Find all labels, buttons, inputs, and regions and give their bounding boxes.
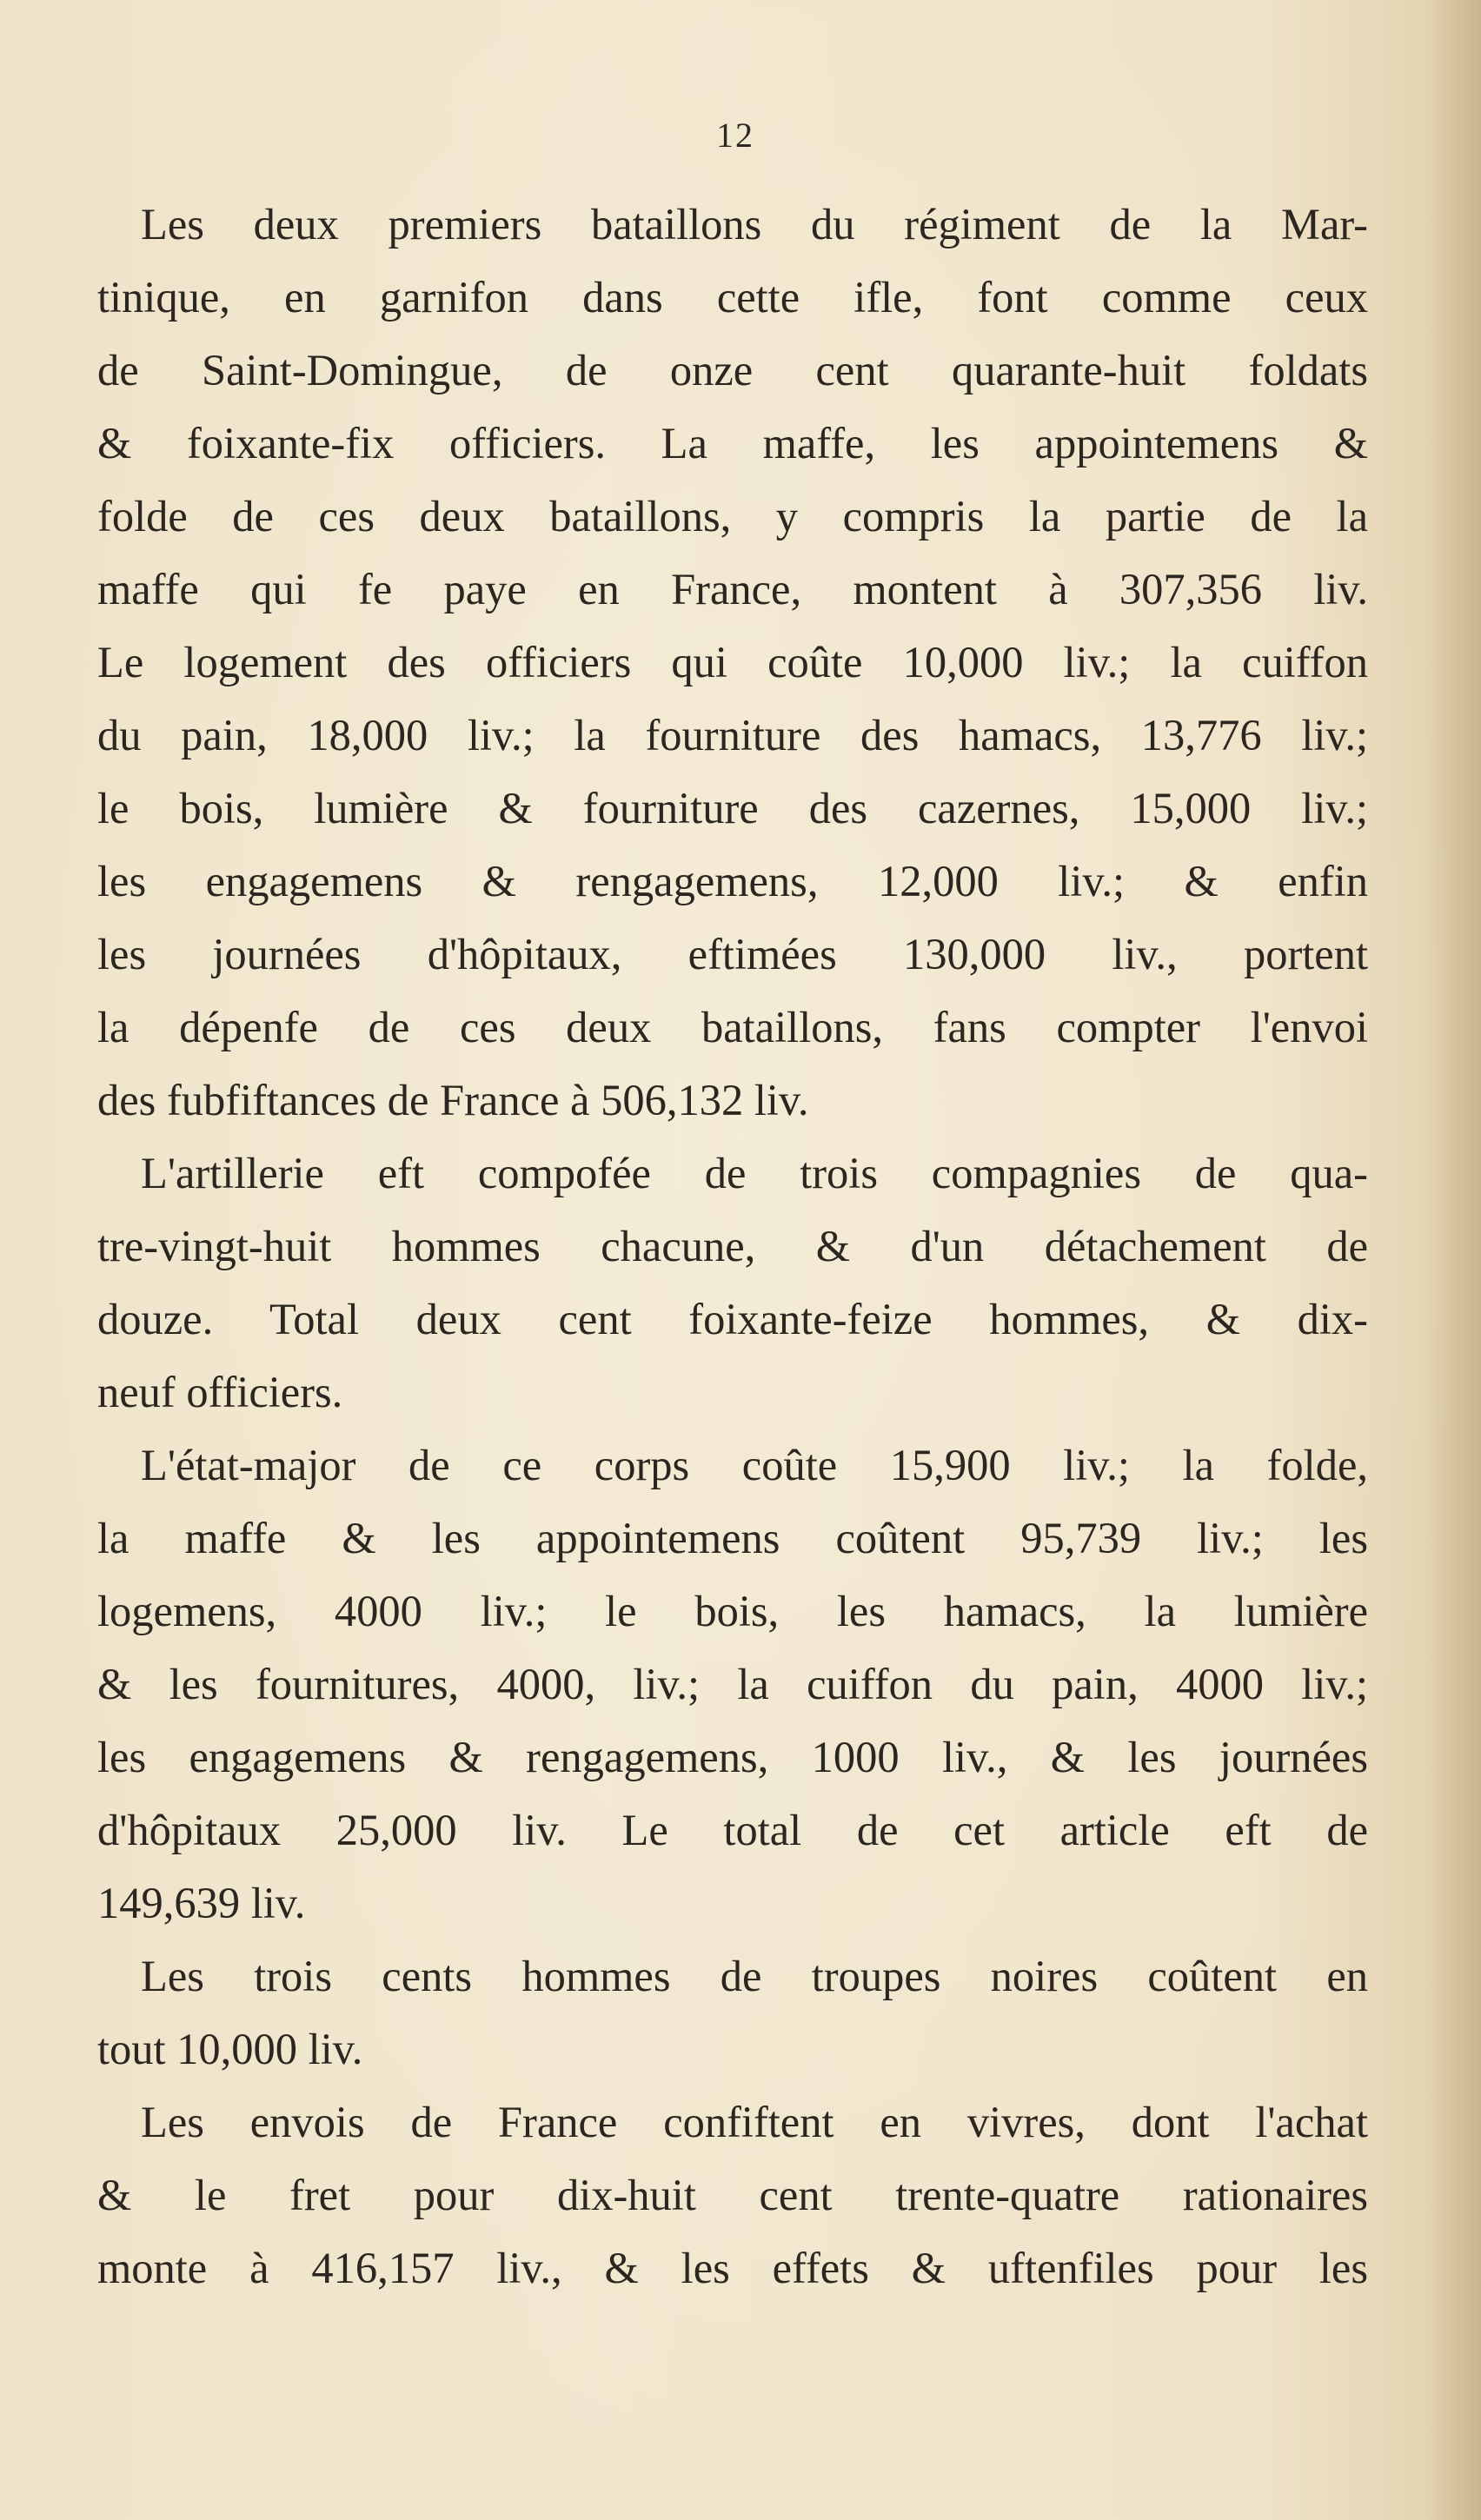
text-line: Les envois de France confiftent en vivres, dont l'achat [141,2098,1368,2146]
text-line: les journées d'hôpitaux, eftimées 130,000 liv., portent [97,930,1368,978]
text-line: les engagemens & rengagemens, 12,000 liv.; & enfin [97,857,1368,905]
text-line: du pain, 18,000 liv.; la fourniture des hamacs, 13,776 liv.; [97,711,1368,759]
text-line: L'artillerie eft compofée de trois compagnies de qua- [141,1149,1368,1197]
text-line: L'état-major de ce corps coûte 15,900 liv.; la folde, [141,1441,1368,1489]
text-line: de Saint-Domingue, de onze cent quarante-huit foldats [97,346,1368,395]
text-line: d'hôpitaux 25,000 liv. Le total de cet article eft de [97,1806,1368,1854]
text-line: Les trois cents hommes de troupes noires coûtent en [141,1952,1368,2000]
text-line: & les fournitures, 4000, liv.; la cuiffon du pain, 4000 liv.; [97,1660,1368,1708]
page-number: 12 [716,116,754,155]
text-line: la dépenfe de ces deux bataillons, fans compter l'envoi [97,1003,1368,1051]
text-line: neuf officiers. [97,1368,343,1416]
text-line: maffe qui fe paye en France, montent à 307,356 liv. [97,565,1368,613]
text-line: douze. Total deux cent foixante-feize hommes, & dix- [97,1295,1368,1343]
text-line: Le logement des officiers qui coûte 10,000 liv.; la cuiffon [97,638,1368,686]
text-line: folde de ces deux bataillons, y compris la partie de la [97,492,1368,540]
text-line: les engagemens & rengagemens, 1000 liv., & les journées [97,1733,1368,1781]
text-line: tinique, en garnifon dans cette ifle, font comme ceux [97,273,1368,322]
text-line: monte à 416,157 liv., & les effets & uftenfiles pour les [97,2244,1368,2292]
page-gutter-shadow [1429,0,1481,2520]
text-line: tre-vingt-huit hommes chacune, & d'un détachement de [97,1222,1368,1270]
text-line: & le fret pour dix-huit cent trente-quatre rationaires [97,2171,1368,2219]
text-line: logemens, 4000 liv.; le bois, les hamacs, la lumière [97,1587,1368,1635]
body-text [97,188,1368,2304]
text-line: des fubfiftances de France à 506,132 liv. [97,1076,809,1124]
text-line: & foixante-fix officiers. La maffe, les appointemens & [97,419,1368,468]
text-line: 149,639 liv. [97,1879,306,1927]
text-line: Les deux premiers bataillons du régiment de la Mar- [141,200,1368,249]
text-line: le bois, lumière & fourniture des cazernes, 15,000 liv.; [97,784,1368,832]
text-line: la maffe & les appointemens coûtent 95,739 liv.; les [97,1514,1368,1562]
text-line: tout 10,000 liv. [97,2025,363,2073]
